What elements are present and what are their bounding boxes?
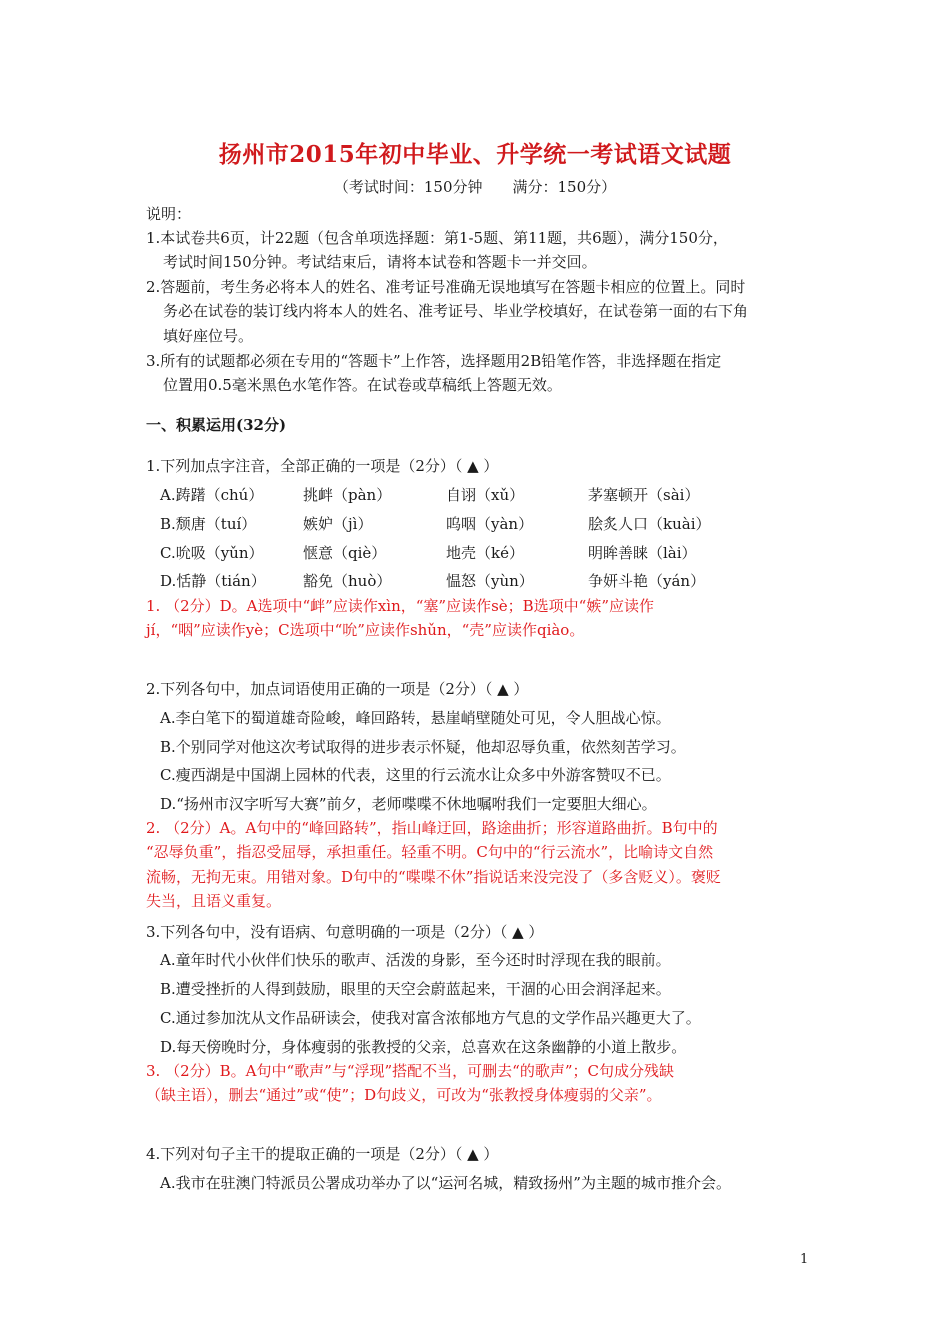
q1-b-2: 嫉妒（jì） [303, 515, 373, 533]
note-2-line-1: 2.答题前，考生务必将本人的姓名、准考证号准确无误地填写在答题卡相应的位置上。同时 [146, 278, 746, 296]
note-2-line-2: 务必在试卷的装订线内将本人的姓名、准考证号、毕业学校填好，在试卷第一面的右下角 [163, 302, 749, 320]
q1-b-4: 脍炙人口（kuài） [588, 515, 711, 533]
section-heading: 一、积累运用(32分) [146, 416, 287, 434]
q1-d-2: 豁免（huò） [303, 572, 392, 590]
q3-stem: 3.下列各句中，没有语病、句意明确的一项是（2分）（ ▲ ） [146, 923, 544, 941]
exam-info: （考试时间：150分钟 满分：150分） [333, 178, 617, 196]
q3-option-a: A.童年时代小伙伴们快乐的歌声、活泼的身影，至今还时时浮现在我的眼前。 [160, 951, 671, 969]
notes-heading: 说明： [146, 205, 192, 223]
q3-option-c: C.通过参加沈从文作品研读会，使我对富含浓郁地方气息的文学作品兴趣更大了。 [160, 1009, 701, 1027]
q1-c-4: 明眸善睐（lài） [588, 544, 697, 562]
q3-option-b: B.遭受挫折的人得到鼓励，眼里的天空会蔚蓝起来，干涸的心田会润泽起来。 [160, 980, 671, 998]
note-3-line-2: 位置用0.5毫米黑色水笔作答。在试卷或草稿纸上答题无效。 [163, 376, 562, 394]
q1-c-1: C.吮吸（yǔn） [160, 544, 264, 562]
q2-option-b: B.个别同学对他这次考试取得的进步表示怀疑，他却忍辱负重，依然刻苦学习。 [160, 738, 686, 756]
q3-option-d: D.每天傍晚时分，身体瘦弱的张教授的父亲，总喜欢在这条幽静的小道上散步。 [160, 1038, 687, 1056]
q1-b-1: B.颓唐（tuí） [160, 515, 257, 533]
q3-answer-line-2: （缺主语），删去“通过”或“使”；D句歧义，可改为“张教授身体瘦弱的父亲”。 [146, 1086, 662, 1104]
q2-option-d: D.“扬州市汉字听写大赛”前夕，老师喋喋不休地嘱咐我们一定要胆大细心。 [160, 795, 657, 813]
q2-option-c: C.瘦西湖是中国湖上园林的代表，这里的行云流水让众多中外游客赞叹不已。 [160, 766, 671, 784]
q1-d-4: 争妍斗艳（yán） [588, 572, 706, 590]
q2-option-a: A.李白笔下的蜀道雄奇险峻，峰回路转，悬崖峭壁随处可见，令人胆战心惊。 [160, 709, 671, 727]
q4-stem: 4.下列对句子主干的提取正确的一项是（2分）（ ▲ ） [146, 1145, 499, 1163]
q2-answer-line-3: 流畅，无拘无束。用错对象。D句中的“喋喋不休”指说话来没完没了（多含贬义）。褒贬 [146, 868, 721, 886]
q2-answer-line-4: 失当，且语义重复。 [146, 892, 282, 910]
q1-c-2: 惬意（qiè） [303, 544, 387, 562]
page-number: 1 [800, 1252, 809, 1267]
q3-answer-line-1: 3. （2分）B。A句中“歌声”与“浮现”搭配不当，可删去“的歌声”；C句成分残缺 [146, 1062, 674, 1080]
q4-option-a: A.我市在驻澳门特派员公署成功举办了以“运河名城，精致扬州”为主题的城市推介会。 [160, 1174, 731, 1192]
note-2-line-3: 填好座位号。 [163, 327, 254, 345]
note-3-line-1: 3.所有的试题都必须在专用的“答题卡”上作答，选择题用2B铅笔作答，非选择题在指定 [146, 352, 722, 370]
q1-a-3: 自诩（xǔ） [446, 486, 525, 504]
q1-a-4: 茅塞顿开（sài） [588, 486, 700, 504]
q2-answer-line-2: “忍辱负重”，指忍受屈辱，承担重任。轻重不明。C句中的“行云流水”，比喻诗文自然 [146, 843, 714, 861]
note-1-line-1: 1.本试卷共6页，计22题（包含单项选择题：第1-5题、第11题，共6题），满分150分， [146, 229, 728, 247]
q2-answer-line-1: 2. （2分）A。A句中的“峰回路转”，指山峰迂回，路途曲折；形容道路曲折。B句中的 [146, 819, 718, 837]
note-1-line-2: 考试时间150分钟。考试结束后，请将本试卷和答题卡一并交回。 [163, 253, 597, 271]
q1-d-1: D.恬静（tián） [160, 572, 266, 590]
q1-b-3: 呜咽（yàn） [446, 515, 534, 533]
q1-a-1: A.踌躇（chú） [160, 486, 264, 504]
page-title: 扬州市2015年初中毕业、升学统一考试语文试题 [218, 141, 732, 168]
q1-a-2: 挑衅（pàn） [303, 486, 392, 504]
q1-answer-line-2: jí，“咽”应读作yè；C选项中“吮”应读作shǔn，“壳”应读作qiào。 [146, 621, 585, 639]
q1-d-3: 愠怒（yùn） [446, 572, 534, 590]
q1-answer-line-1: 1. （2分）D。A选项中“衅”应读作xìn，“塞”应读作sè；B选项中“嫉”应读作 [146, 597, 655, 615]
q2-stem: 2.下列各句中，加点词语使用正确的一项是（2分）（ ▲ ） [146, 680, 529, 698]
q1-stem: 1.下列加点字注音，全部正确的一项是（2分）（ ▲ ） [146, 457, 499, 475]
q1-c-3: 地壳（ké） [446, 544, 524, 562]
